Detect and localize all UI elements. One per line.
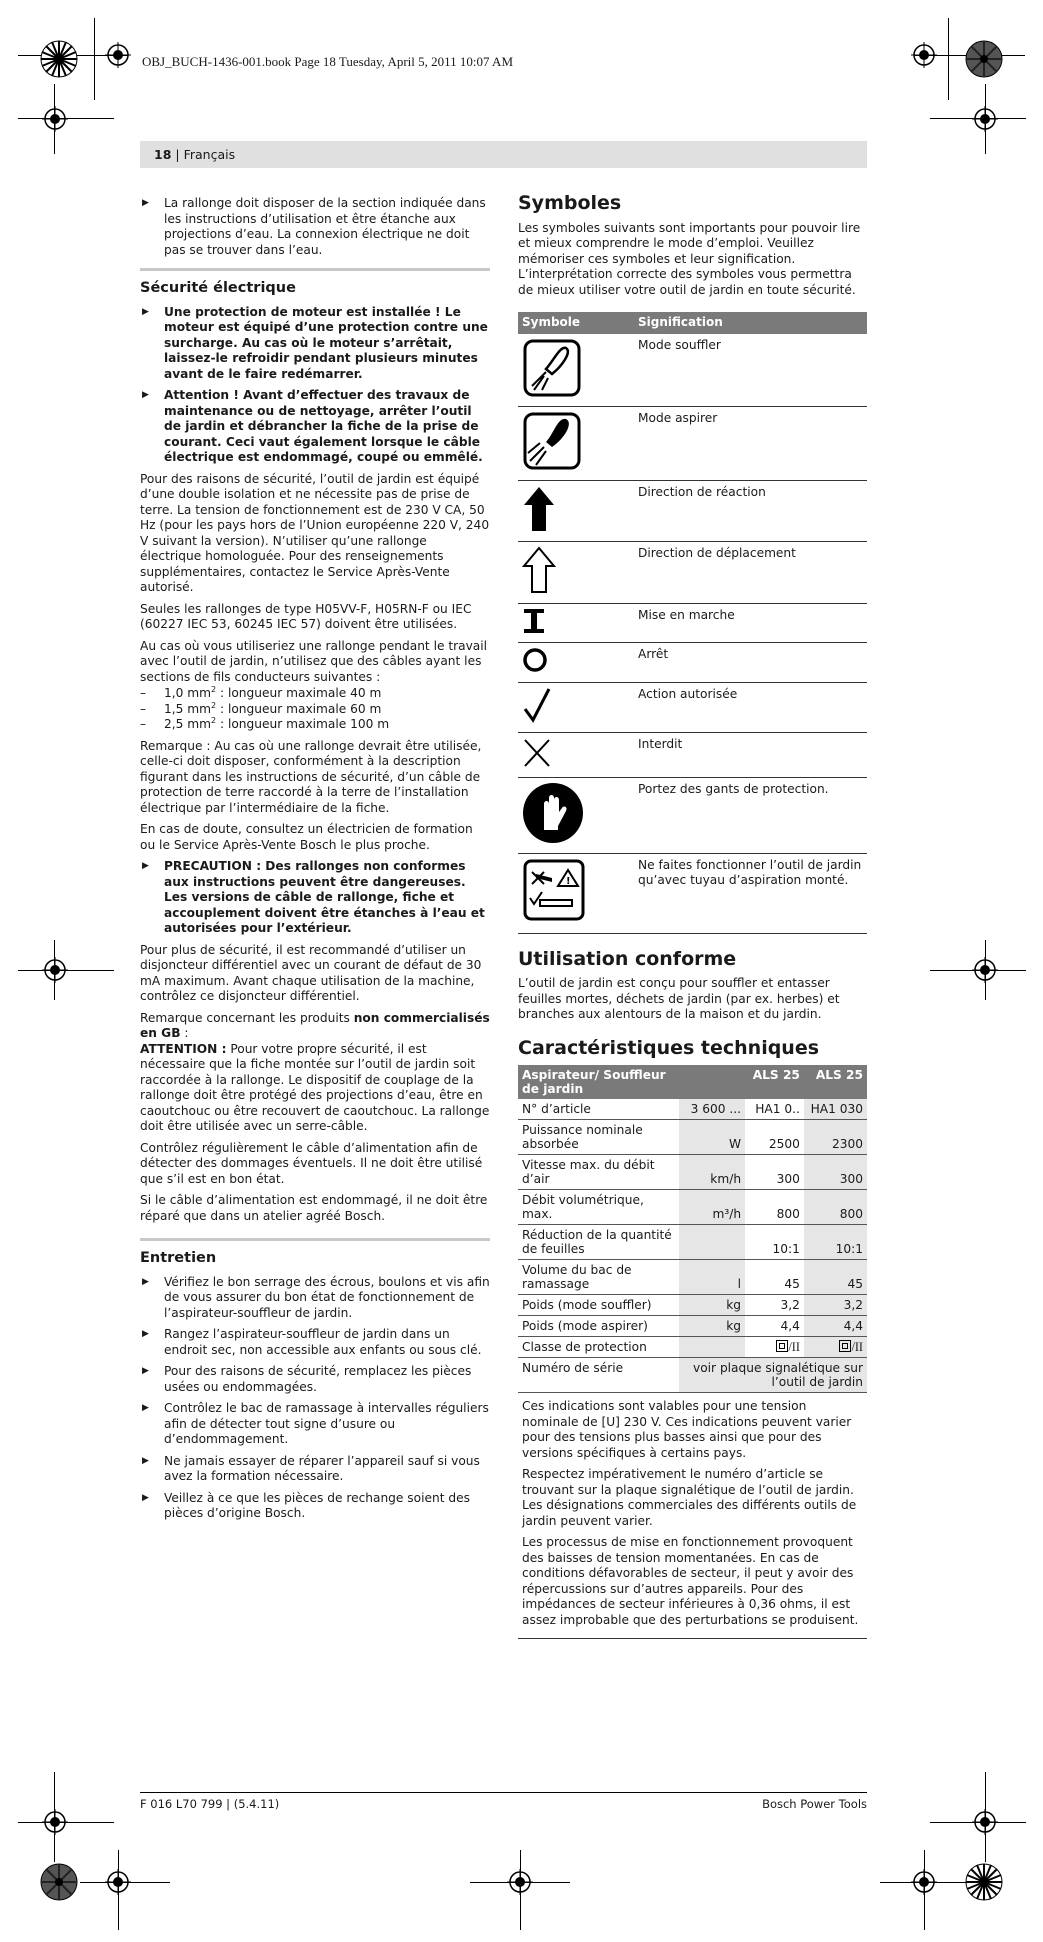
registration-mark-icon bbox=[972, 106, 998, 132]
table-row bbox=[518, 778, 867, 854]
paragraph: Ces indications sont valables pour une tension nominale de [U] 230 V. Ces indications peuvent varier pour des tensions plus basses ainsi que pour des versions spécifiques à certains pays. bbox=[522, 1399, 852, 1460]
footer-brand: Bosch Power Tools bbox=[762, 1797, 867, 1811]
paragraph: En cas de doute, consultez un électricien de formation ou le Service Après-Vente Bosch le plus proche. bbox=[140, 822, 473, 852]
color-target-icon bbox=[965, 40, 1003, 78]
symbols-table bbox=[518, 312, 867, 934]
list-item: ▶ Vérifiez le bon serrage des écrous, boulons et vis afin de vous assurer du bon état de fonctionnement de l’aspirateur-souffleur de jardin. bbox=[140, 1275, 490, 1322]
paragraph: Pour plus de sécurité, il est recommandé d’utiliser un disjoncteur différentiel avec un courant de défaut de 30 mA maximum. Avant chaque utilisation de la machine, contrôlez ce disjoncteur différentiel. bbox=[140, 942, 482, 1003]
registration-mark-icon bbox=[911, 1869, 937, 1895]
paragraph: ATTENTION : Pour votre propre sécurité, il est nécessaire que la fiche montée sur l’outil de jardin soit raccordée à la rallonge. Le dispositif de couplage de la rallonge doit être protégé des projections d’eau, être en caoutchouc ou être recouvert de caoutchouc. La rallonge doit être utilisée avec un serre-câble. bbox=[140, 1041, 490, 1133]
list-item: – 2,5 $mm^2$ : longueur maximale 100 m bbox=[140, 717, 490, 733]
divider bbox=[140, 1238, 490, 1241]
list-item: ▶ Contrôlez le bac de ramassage à intervalles réguliers afin de détecter tout signe d’usure ou d’endommagement. bbox=[140, 1401, 490, 1448]
registration-mark-icon bbox=[972, 957, 998, 983]
list-item: ▶ Attention ! Avant d’effectuer des travaux de maintenance ou de nettoyage, arrêter l’outil de jardin et débrancher la fiche de la prise de courant. Ceci vaut également lorsque le câble électrique est endommagé, coupé ou emmêlé. bbox=[140, 388, 490, 466]
list-item: ▶ Une protection de moteur est installée ! Le moteur est équipé d’une protection contre une surcharge. Au cas où le moteur s’arrêtait, laissez-le refroidir pendant plusieurs minutes avant de le faire redémarrer. bbox=[140, 305, 490, 383]
registration-mark-icon bbox=[42, 106, 68, 132]
symbol-meaning: Interdit bbox=[634, 732, 867, 778]
section-title-symbols: Symboles bbox=[518, 192, 622, 214]
double-insulation-icon bbox=[776, 1340, 788, 1352]
cross-icon bbox=[522, 758, 552, 772]
right-column bbox=[518, 192, 867, 1639]
print-header: OBJ_BUCH-1436-001.book Page 18 Tuesday, April 5, 2011 10:07 AM bbox=[142, 54, 514, 69]
left-column bbox=[140, 196, 490, 1528]
movement-direction-icon bbox=[522, 583, 556, 597]
technical-notes bbox=[518, 1393, 867, 1639]
section-title-electrical-safety: Sécurité électrique bbox=[140, 280, 296, 296]
table-row bbox=[518, 682, 867, 732]
blower-mode-icon bbox=[522, 387, 582, 401]
list-item: ▶ Rangez l’aspirateur-souffleur de jardin dans un endroit sec, non accessible aux enfants ou sous clé. bbox=[140, 1327, 490, 1358]
table-row: Réduction de la quantité de feuilles 10:1 10:1 bbox=[518, 1225, 867, 1260]
page-header: 18 | Français bbox=[140, 141, 867, 168]
symbol-meaning: Direction de déplacement bbox=[634, 542, 867, 604]
paragraph: Au cas où vous utiliseriez une rallonge pendant le travail avec l’outil de jardin, n’utilisez que des câbles ayant les sections de fils conducteurs suivantes : bbox=[140, 638, 488, 684]
table-row: Vitesse max. du débit d’air km/h 300 300 bbox=[518, 1155, 867, 1190]
table-row bbox=[518, 542, 867, 604]
gloves-icon bbox=[522, 833, 584, 847]
paragraph: Pour des raisons de sécurité, l’outil de jardin est équipé d’une double isolation et ne nécessite pas de prise de terre. La tension de fonctionnement est de 230 V CA, 50 Hz (pour les pays hors de l’Union européenne 220 V, 240 V suivant la version). N’utiliser qu’une rallonge électrique homologuée. Pour des renseignements supplémentaires, contactez le Service Après-Vente autorisé. bbox=[140, 471, 490, 594]
symbol-meaning: Mise en marche bbox=[634, 603, 867, 643]
page-language: Français bbox=[183, 147, 236, 162]
color-target-icon bbox=[40, 40, 78, 78]
list-item: – 1,0 $mm^2$ : longueur maximale 40 m bbox=[140, 686, 490, 702]
paragraph: Contrôlez régulièrement le câble d’alimentation afin de détecter des dommages éventuels. Il ne doit être utilisé que s’il est en bon état. bbox=[140, 1140, 483, 1186]
section-title-maintenance: Entretien bbox=[140, 1250, 217, 1266]
symbol-meaning: Direction de réaction bbox=[634, 480, 867, 542]
list-item: ▶ Veillez à ce que les pièces de rechange soient des pièces d’origine Bosch. bbox=[140, 1491, 490, 1522]
registration-mark-icon bbox=[972, 1809, 998, 1835]
registration-mark-icon bbox=[105, 1869, 131, 1895]
table-row bbox=[518, 853, 867, 933]
paragraph: Les processus de mise en fonctionnement provoquent des baisses de tension momentanées. En cas de conditions défavorables de secteur, il peut y avoir des répercussions sur d’autres appareils. Pour des impédances de secteur inférieures à 0,36 ohms, il est assez improbable que des perturbations se produisent. bbox=[522, 1535, 859, 1627]
suction-tube-warning-icon bbox=[522, 875, 586, 925]
table-row bbox=[518, 407, 867, 481]
table-header-row bbox=[518, 312, 867, 334]
power-off-icon bbox=[522, 662, 548, 676]
svg-text:!: ! bbox=[566, 875, 571, 887]
table-row: Poids (mode aspirer) kg 4,4 4,4 bbox=[518, 1316, 867, 1337]
check-icon bbox=[522, 712, 552, 726]
section-title-technical-data: Caractéristiques techniques bbox=[518, 1036, 820, 1059]
registration-mark-icon bbox=[42, 957, 68, 983]
list-item: ▶ Pour des raisons de sécurité, remplacez les pièces usées ou endommagées. bbox=[140, 1364, 490, 1395]
paragraph: Respectez impérativement le numéro d’article se trouvant sur la plaque signalétique de l’outil de jardin. Les désignations commerciales des différents outils de jardin peuvent varier. bbox=[522, 1467, 857, 1528]
list-item: ▶ Ne jamais essayer de réparer l’appareil sauf si vous avez la formation nécessaire. bbox=[140, 1454, 490, 1485]
table-row bbox=[518, 334, 867, 407]
table-row bbox=[518, 480, 867, 542]
symbol-meaning: Action autorisée bbox=[634, 682, 867, 732]
list-item: ▶ La rallonge doit disposer de la section indiquée dans les instructions d’utilisation et être étanche aux projections d’eau. La connexion électrique ne doit pas se trouver dans l’eau. bbox=[140, 196, 490, 258]
table-row: Numéro de série voir plaque signalétique sur l’outil de jardin bbox=[518, 1358, 867, 1393]
paragraph: Si le câble d’alimentation est endommagé, il ne doit être réparé que dans un atelier agréé Bosch. bbox=[140, 1193, 488, 1223]
symbol-meaning: Arrêt bbox=[634, 643, 867, 683]
power-on-icon bbox=[522, 623, 546, 637]
table-row bbox=[518, 603, 867, 643]
column-header: Signification bbox=[634, 312, 867, 334]
symbol-meaning: Portez des gants de protection. bbox=[634, 778, 867, 854]
registration-mark-icon bbox=[42, 1809, 68, 1835]
section-title-intended-use: Utilisation conforme bbox=[518, 947, 737, 970]
registration-mark-icon bbox=[105, 42, 131, 68]
divider bbox=[140, 268, 490, 271]
symbol-meaning: Mode souffler bbox=[634, 334, 867, 407]
column-header: Symbole bbox=[518, 312, 634, 334]
table-row: Poids (mode souffler) kg 3,2 3,2 bbox=[518, 1295, 867, 1316]
color-target-icon bbox=[965, 1863, 1003, 1901]
paragraph: L’outil de jardin est conçu pour souffler et entasser feuilles mortes, déchets de jardin (par ex. herbes) et branches aux alentours de la maison et du jardin. bbox=[518, 976, 840, 1021]
technical-data-table bbox=[518, 1065, 867, 1393]
table-header-row: Aspirateur/ Souffleur de jardin ALS 25 ALS 25 bbox=[518, 1065, 867, 1099]
symbol-meaning: Ne faites fonctionner l’outil de jardin qu’avec tuyau d’aspiration monté. bbox=[634, 853, 867, 933]
registration-mark-icon bbox=[911, 42, 937, 68]
registration-mark-icon bbox=[507, 1869, 533, 1895]
double-insulation-icon bbox=[839, 1340, 851, 1352]
paragraph: Seules les rallonges de type H05VV-F, H05RN-F ou IEC (60227 IEC 53, 60245 IEC 57) doivent être utilisées. bbox=[140, 601, 472, 631]
paragraph: Les symboles suivants sont importants pour pouvoir lire et mieux comprendre le mode d’emploi. Veuillez mémoriser ces symboles et leur signification. L’interprétation correcte des symboles vous permettra de mieux utiliser votre outil de jardin en toute sécurité. bbox=[518, 220, 861, 297]
color-target-icon bbox=[40, 1863, 78, 1901]
footer-divider bbox=[140, 1792, 867, 1793]
table-row: Classe de protection /II /II bbox=[518, 1337, 867, 1358]
vacuum-mode-icon bbox=[522, 460, 582, 474]
reaction-direction-icon bbox=[522, 522, 556, 536]
table-row: N° d’article 3 600 ... HA1 0.. HA1 030 bbox=[518, 1099, 867, 1120]
paragraph: Remarque concernant les produits non commercialisés en GB : bbox=[140, 1010, 490, 1040]
page-number: 18 bbox=[154, 147, 172, 162]
table-row: Débit volumétrique, max. m³/h 800 800 bbox=[518, 1190, 867, 1225]
table-row: Puissance nominale absorbée W 2500 2300 bbox=[518, 1120, 867, 1155]
table-row: Volume du bac de ramassage l 45 45 bbox=[518, 1260, 867, 1295]
footer-doc-number: F 016 L70 799 | (5.4.11) bbox=[140, 1797, 280, 1811]
list-item: ▶ PRECAUTION : Des rallonges non conformes aux instructions peuvent être dangereuses. Les versions de câble de rallonge, fiche et accouplement doivent être étanches à l’eau et autorisées pour l’extérieur. bbox=[140, 859, 490, 937]
list-item: – 1,5 $mm^2$ : longueur maximale 60 m bbox=[140, 702, 490, 718]
symbol-meaning: Mode aspirer bbox=[634, 407, 867, 481]
table-row bbox=[518, 643, 867, 683]
paragraph: Remarque : Au cas où une rallonge devrait être utilisée, celle-ci doit disposer, conformément à la description figurant dans les instructions de sécurité, d’un câble de protection de terre raccordé à la terre de l’installation électrique par l’intermédiaire de la fiche. bbox=[140, 738, 482, 815]
table-row bbox=[518, 732, 867, 778]
